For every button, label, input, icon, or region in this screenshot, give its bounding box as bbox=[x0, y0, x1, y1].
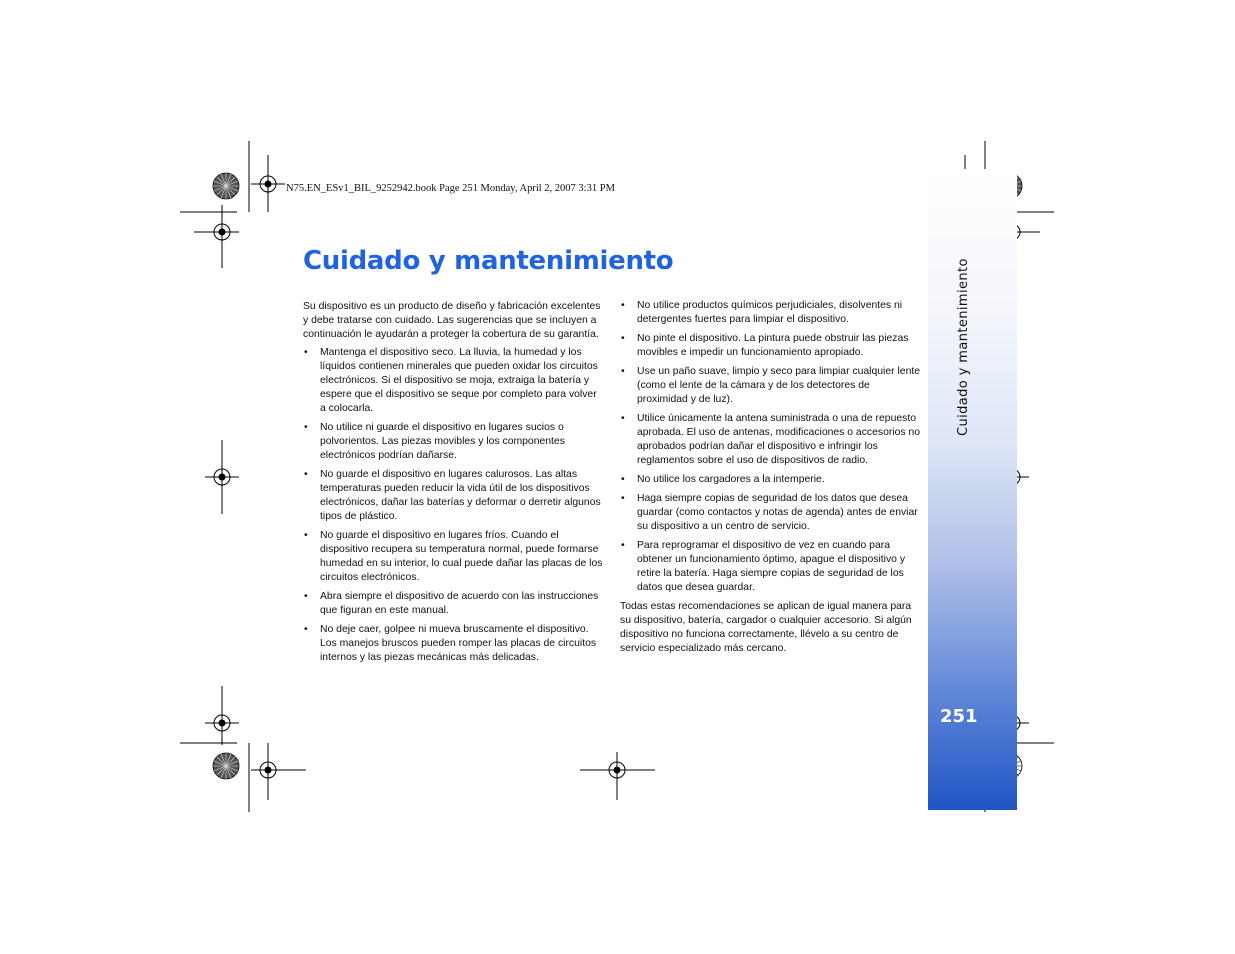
list-item-text: Utilice únicamente la antena suministrada o una de repuesto aprobada. El uso de antenas, modificaciones o accesorios no aprobados podrían dañar el dispositivo e infringir los reglamentos sobre el uso de dispositivos de radio. bbox=[637, 413, 921, 466]
bullet-icon: • bbox=[304, 422, 308, 433]
list-item-text: Use un paño suave, limpio y seco para limpiar cualquier lente (como el lente de la cámara y de los detectores de proximidad y de luz). bbox=[637, 366, 921, 405]
list-item bbox=[620, 539, 922, 595]
bullet-icon: • bbox=[304, 530, 308, 541]
bullet-icon: • bbox=[621, 300, 625, 311]
list-item-text: Para reprogramar el dispositivo de vez en cuando para obtener un funcionamiento óptimo, apague el dispositivo y retire la batería. Haga siempre copias de seguridad de los datos que desea guardar. bbox=[637, 540, 906, 593]
list-item-text: No utilice productos químicos perjudiciales, disolventes ni detergentes fuertes para limpiar el dispositivo. bbox=[637, 300, 903, 325]
list-item-text: No guarde el dispositivo en lugares calurosos. Las altas temperaturas pueden reducir la vida útil de los dispositivos electrónicos, dañar las baterías y deformar o derretir algunos tipos de plástico. bbox=[320, 469, 601, 522]
bullet-icon: • bbox=[621, 366, 625, 377]
intro-paragraph: Su dispositivo es un producto de diseño y fabricación excelentes y debe tratarse con cuidado. Las sugerencias que se incluyen a continuación le ayudarán a proteger la cobertura de su garantía. bbox=[303, 301, 601, 340]
bullet-icon: • bbox=[304, 347, 308, 358]
list-item bbox=[620, 412, 922, 468]
list-item bbox=[620, 492, 922, 534]
bullet-icon: • bbox=[621, 333, 625, 344]
list-item bbox=[620, 332, 922, 360]
list-item-text: No pinte el dispositivo. La pintura puede obstruir las piezas movibles e impedir un funcionamiento apropiado. bbox=[637, 333, 909, 358]
list-item-text: Abra siempre el dispositivo de acuerdo con las instrucciones que figuran en este manual. bbox=[320, 591, 599, 616]
page-title: Cuidado y mantenimiento bbox=[303, 246, 674, 276]
side-tab-label: Cuidado y mantenimiento bbox=[956, 258, 971, 436]
list-item bbox=[303, 529, 605, 585]
list-item bbox=[620, 299, 922, 327]
list-item-text: No guarde el dispositivo en lugares fríos. Cuando el dispositivo recupera su temperatura normal, puede formarse humedad en su interior, lo cual puede dañar las placas de los circuitos electrónicos. bbox=[320, 530, 603, 583]
closing-paragraph: Todas estas recomendaciones se aplican de igual manera para su dispositivo, batería, cargador o cualquier accesorio. Si algún dispositivo no funciona correctamente, llévelo a su centro de servicio especializado más cercano. bbox=[620, 601, 912, 654]
bullet-icon: • bbox=[304, 469, 308, 480]
list-item bbox=[303, 421, 605, 463]
bullet-icon: • bbox=[304, 624, 308, 635]
page-number: 251 bbox=[940, 706, 978, 727]
list-item-text: No utilice los cargadores a la intemperie. bbox=[637, 474, 825, 485]
bullet-icon: • bbox=[621, 540, 625, 551]
left-bullet-list bbox=[303, 346, 605, 665]
list-item bbox=[303, 623, 605, 665]
bullet-icon: • bbox=[621, 474, 625, 485]
list-item-text: Haga siempre copias de seguridad de los datos que desea guardar (como contactos y notas de agenda) antes de enviar su dispositivo a un centro de servicio. bbox=[637, 493, 918, 532]
list-item-text: No deje caer, golpee ni mueva bruscamente el dispositivo. Los manejos bruscos pueden romper las placas de circuitos internos y las piezas mecánicas más delicadas. bbox=[320, 624, 597, 663]
left-column bbox=[303, 300, 605, 670]
right-column bbox=[620, 299, 922, 660]
bullet-icon: • bbox=[621, 493, 625, 504]
bullet-icon: • bbox=[621, 413, 625, 424]
list-item bbox=[620, 473, 922, 487]
list-item-text: No utilice ni guarde el dispositivo en lugares sucios o polvorientos. Las piezas movibles y los componentes electrónicos podrían dañarse. bbox=[320, 422, 565, 461]
list-item bbox=[620, 365, 922, 407]
list-item bbox=[303, 590, 605, 618]
list-item-text: Mantenga el dispositivo seco. La lluvia, la humedad y los líquidos contienen minerales que pueden oxidar los circuitos electrónicos. Si el dispositivo se moja, extraiga la batería y espere que el dispositivo se seque por completo para volver a colocarla. bbox=[320, 347, 598, 414]
print-header: N75.EN_ESv1_BIL_9252942.book Page 251 Monday, April 2, 2007 3:31 PM bbox=[286, 183, 615, 194]
bullet-icon: • bbox=[304, 591, 308, 602]
list-item bbox=[303, 468, 605, 524]
list-item bbox=[303, 346, 605, 416]
right-bullet-list bbox=[620, 299, 922, 595]
